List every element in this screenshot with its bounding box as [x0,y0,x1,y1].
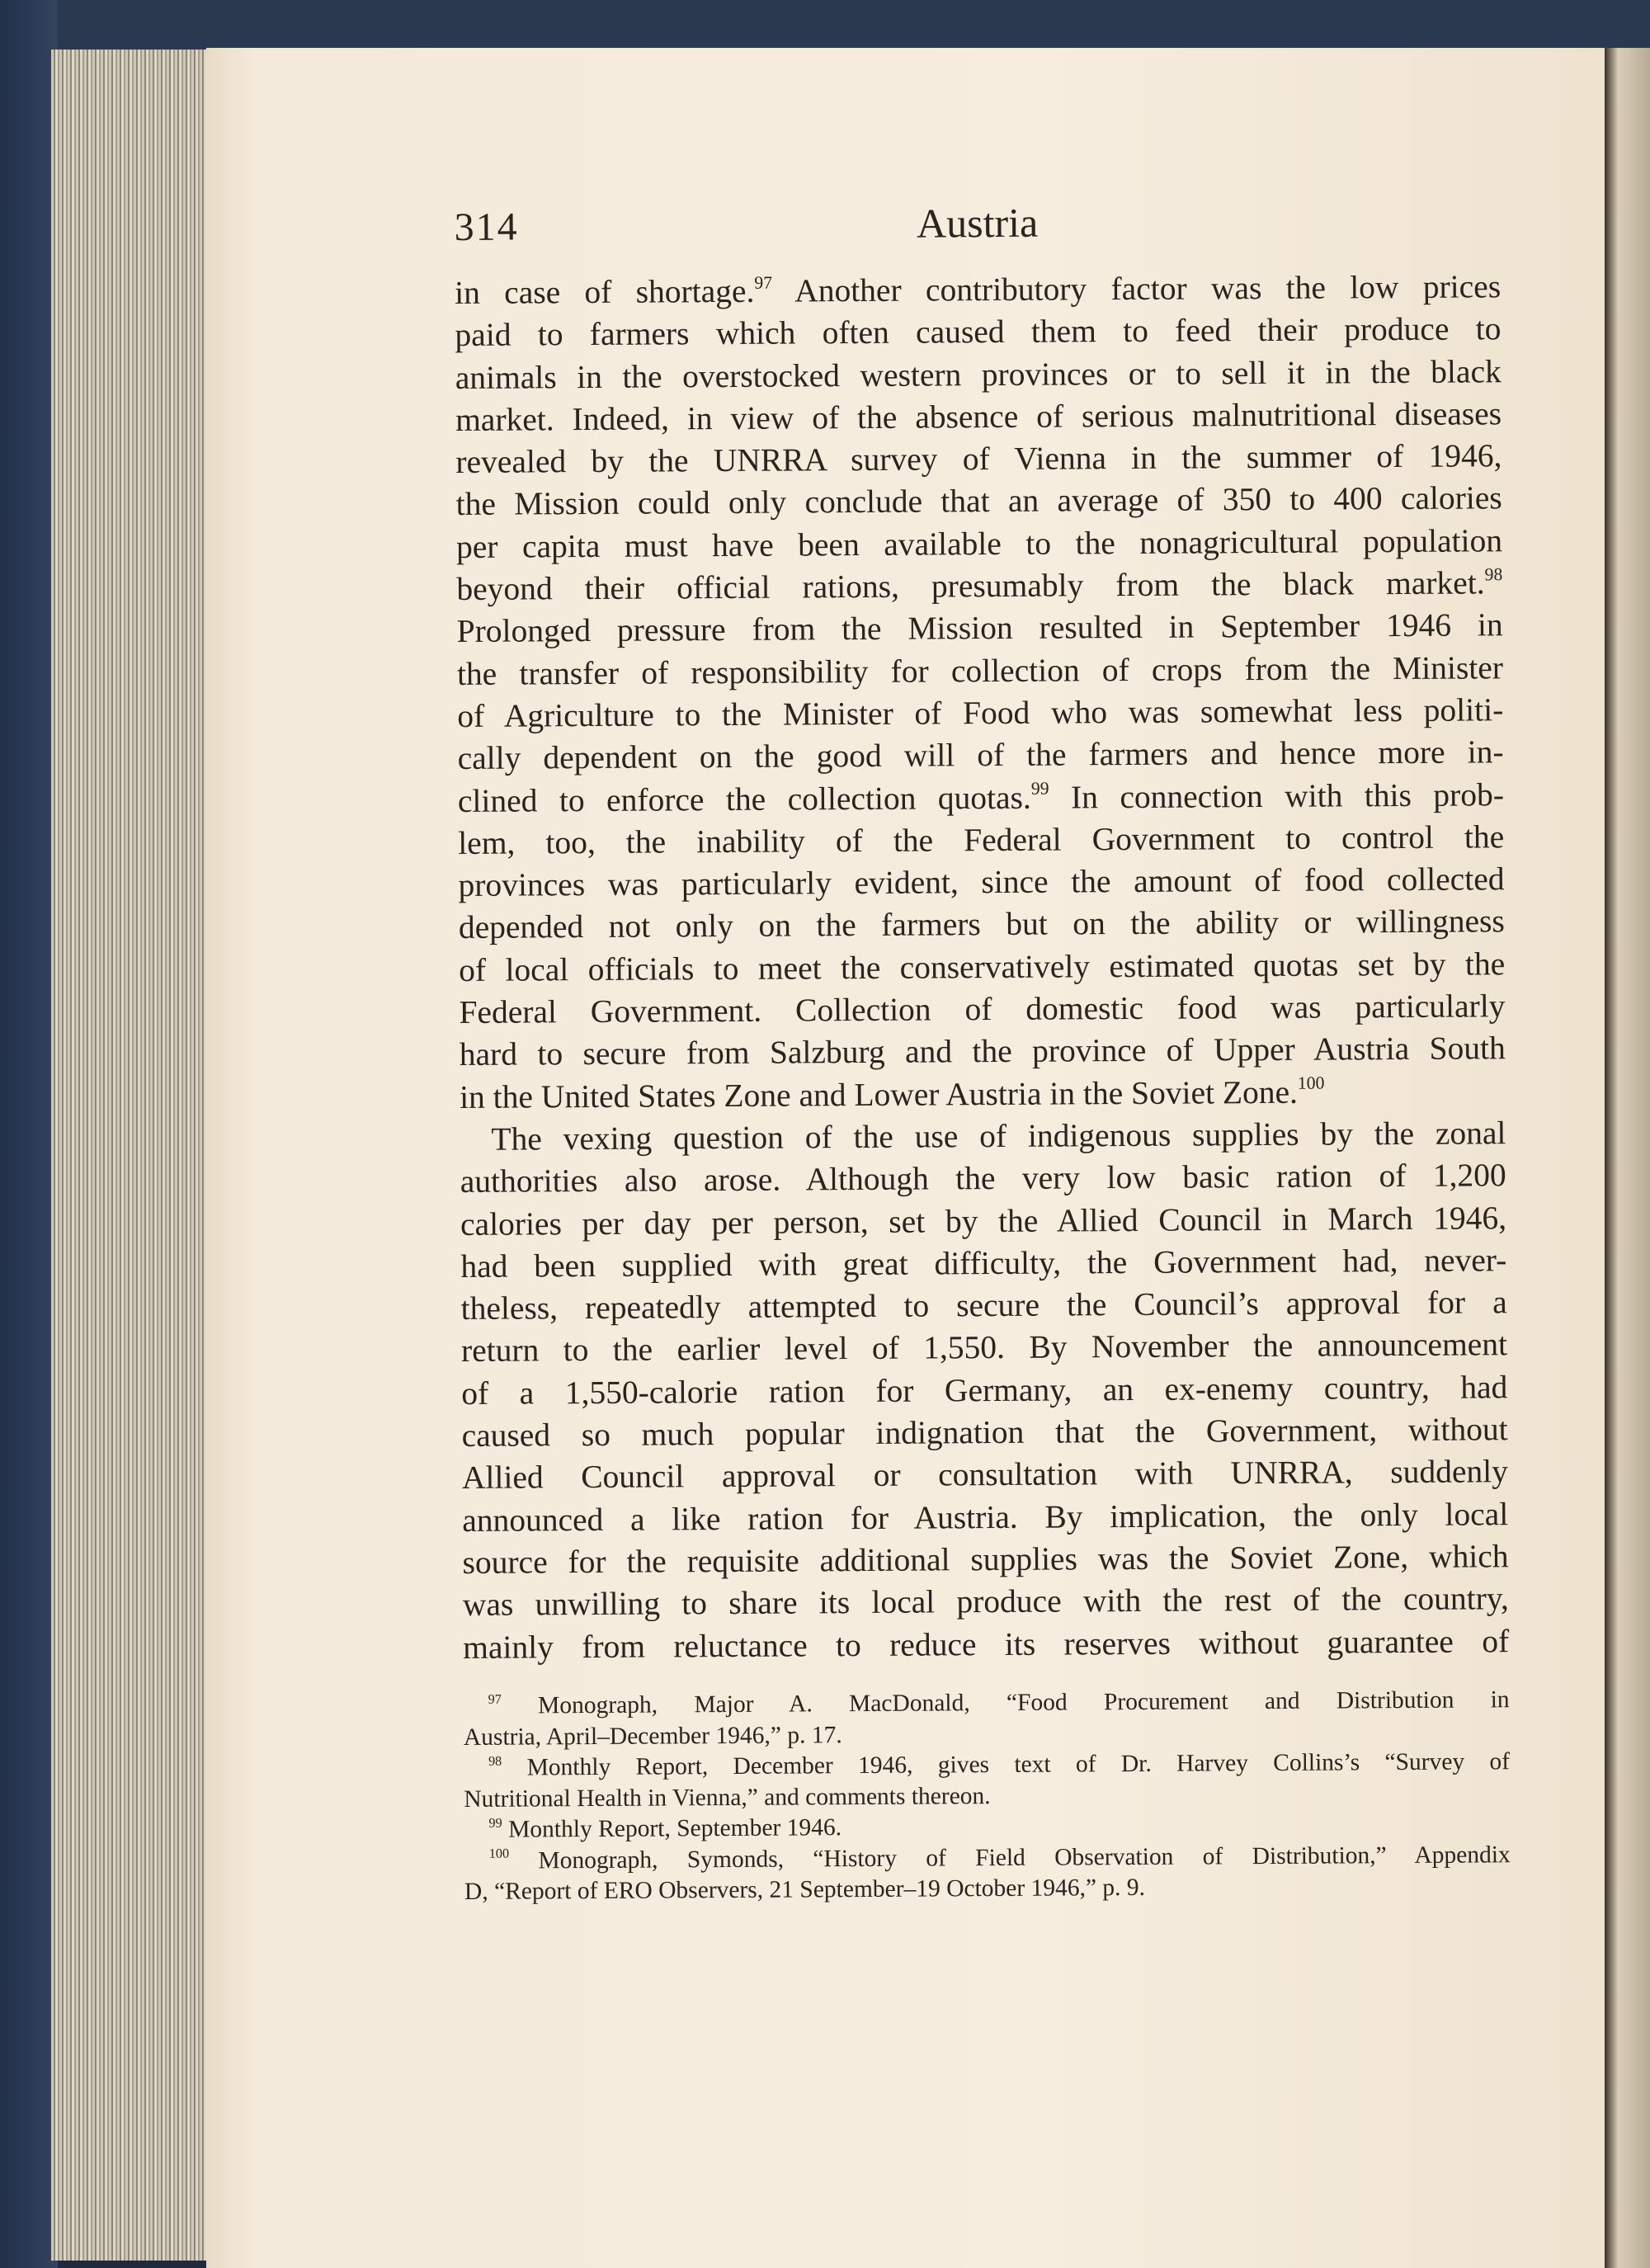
footnote-reference: 100 [488,1846,510,1862]
text-line: was unwilling to share its local produce with the rest of the country, [462,1580,1509,1624]
footnote-reference: 97 [488,1691,502,1707]
text-line: caused so much popular indignation that the Government, without [461,1411,1508,1454]
text-line: return to the earlier level of 1,550. By November the announcement [460,1326,1508,1370]
page-number: 314 [454,205,519,249]
text-line: beyond their official rations, presumably from the black market.$^{98}$ [456,564,1503,608]
text-line: revealed by the UNRRA survey of Vienna in the summer of 1946, [455,437,1502,481]
text-line: in case of shortage.$^{97}$ Another contributory factor was the low prices [455,268,1502,311]
footnote-line: Nutritional Health in Vienna,” and comments thereon. [464,1782,991,1813]
running-title: Austria [916,199,1039,247]
text-line: authorities also arose. Although the very low basic ration of 1,200 [460,1157,1506,1200]
text-line: of Agriculture to the Minister of Food who was somewhat less politi- [457,691,1504,734]
footnote-line: $^{99}$ Monthly Report, September 1946. [488,1814,842,1843]
text-line: animals in the overstocked western provinces or to sell it in the black [455,352,1502,396]
book-cover-spine [0,0,58,2268]
text-line: Federal Government. Collection of domestic food was particularly [459,988,1506,1031]
text-line: per capita must have been available to the nonagricultural population [455,522,1503,565]
text-line: Allied Council approval or consultation with UNRRA, suddenly [461,1453,1509,1497]
text-line: cally dependent on the good will of the farmers and hence more in- [457,733,1504,777]
footnote-line: D, “Report of ERO Observers, 21 September–19 October 1946,” p. 9. [464,1874,1146,1905]
text-line: Prolonged pressure from the Mission resulted in September 1946 in [456,606,1503,650]
text-line: market. Indeed, in view of the absence of serious malnutritional diseases [455,395,1502,438]
body-text [455,266,1509,1669]
text-line: lem, too, the inability of the Federal Government to control the [458,818,1505,861]
footnote-line: $^{100}$ Monograph, Symonds, “History of Field Observation of Distribution,” Appendix [488,1841,1511,1874]
text-line: of a 1,550-calorie ration for Germany, an ex-enemy country, had [461,1368,1508,1412]
text-line: depended not only on the farmers but on the ability or willingness [458,903,1505,946]
text-line: provinces was particularly evident, since the amount of food collected [458,861,1505,904]
text-line: hard to secure from Salzburg and the province of Upper Austria South [459,1030,1506,1073]
footnotes [464,1685,1511,1907]
text-line: the Mission could only conclude that an average of 350 to 400 calories [455,479,1502,523]
text-line: clined to enforce the collection quotas.$^{99}$ In connection with this prob- [457,776,1505,819]
footnote-reference: 99 [1030,778,1049,799]
text-line: mainly from reluctance to reduce its reserves without guarantee of [463,1622,1510,1666]
footnote-line: Austria, April–December 1946,” p. 17. [463,1721,842,1751]
footnote-reference: 97 [754,272,773,293]
text-line: source for the requisite additional supplies was the Soviet Zone, which [462,1538,1509,1581]
page-edges [51,50,212,2261]
text-line: had been supplied with great difficulty, the Government had, never- [460,1242,1507,1285]
text-line: announced a like ration for Austria. By implication, the only local [462,1495,1509,1539]
text-line: in the United States Zone and Lower Austria in the Soviet Zone.$^{100}$ [459,1073,1325,1115]
facing-page-edge [1605,48,1650,2268]
text-line: calories per day per person, set by the Allied Council in March 1946, [460,1199,1507,1242]
footnote-line: $^{97}$ Monograph, Major A. MacDonald, “Food Procurement and Distribution in [488,1686,1510,1719]
footnote-line: $^{98}$ Monthly Report, December 1946, gives text of Dr. Harvey Collins’s “Survey of [488,1748,1511,1781]
footnote-reference: 99 [488,1815,502,1831]
footnote-reference: 98 [1484,564,1503,585]
text-line: the transfer of responsibility for collection of crops from the Minister [456,648,1504,692]
text-line: theless, repeatedly attempted to secure the Council’s approval for a [460,1284,1507,1327]
text-line: The vexing question of the use of indigenous supplies by the zonal [491,1115,1506,1158]
footnote-reference: 98 [488,1753,502,1769]
footnote-reference: 100 [1297,1073,1325,1094]
text-line: of local officials to meet the conservatively estimated quotas set by the [459,945,1506,988]
text-line: paid to farmers which often caused them to feed their produce to [455,310,1502,354]
